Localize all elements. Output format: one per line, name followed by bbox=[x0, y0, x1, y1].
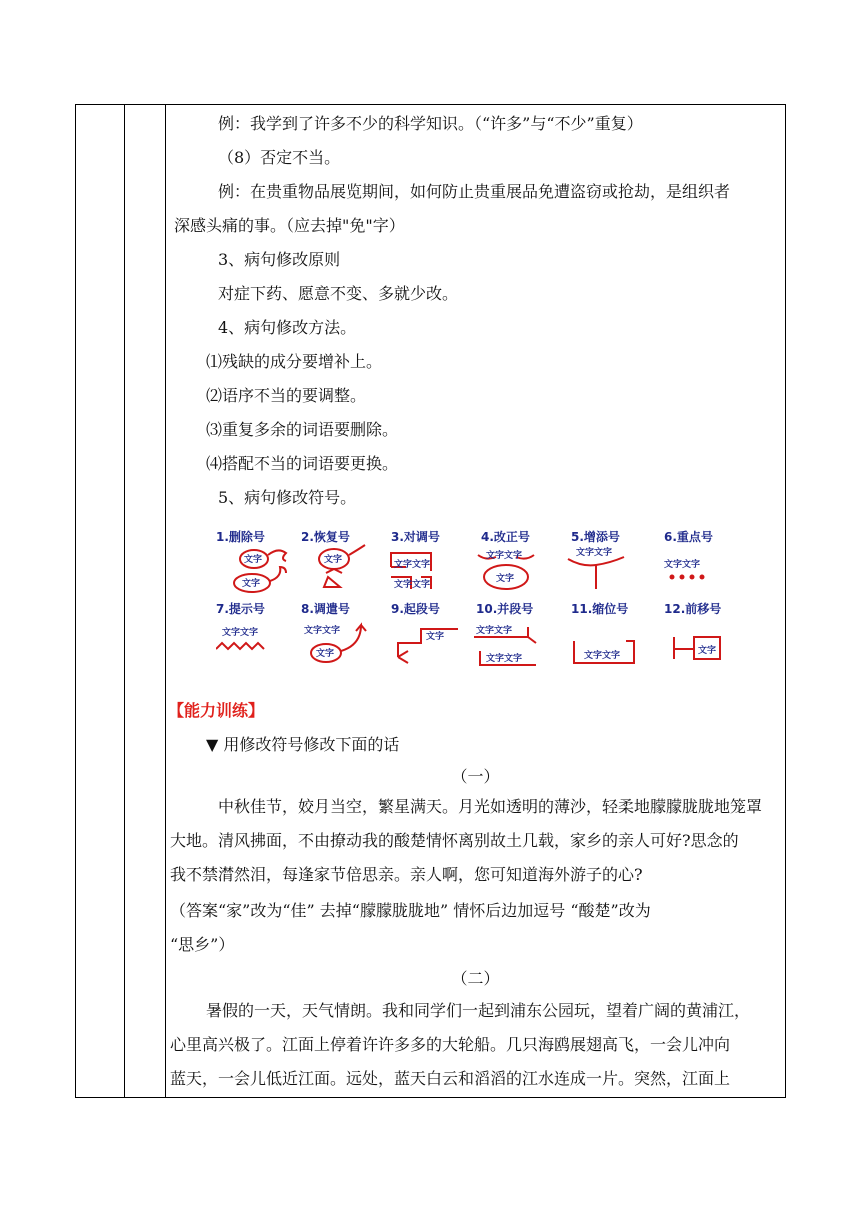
sample-text: 文字 bbox=[698, 646, 717, 656]
symbol-label: 2.恢复号 bbox=[301, 530, 350, 544]
symbol-label: 10.并段号 bbox=[476, 602, 534, 616]
correction-symbols-figure bbox=[216, 525, 746, 675]
symbol-label: 12.前移号 bbox=[664, 602, 722, 616]
restore-mark-icon bbox=[349, 545, 365, 555]
symbol-label: 1.删除号 bbox=[216, 530, 265, 544]
sample-text: 文字文字 bbox=[394, 560, 431, 570]
restore-mark-icon bbox=[324, 569, 342, 587]
sample-text: 文字文字 bbox=[476, 626, 513, 636]
body-line: 对症下药、愿意不变、多就少改。 bbox=[218, 284, 459, 303]
delete-mark-icon bbox=[270, 567, 286, 581]
symbol-label: 8.调遣号 bbox=[301, 602, 350, 616]
list-item: ⑷搭配不当的词语要更换。 bbox=[206, 454, 399, 473]
passage-line: 心里高兴极了。江面上停着许许多多的大轮船。几只海鸥展翅高飞，一会儿冲向 bbox=[170, 1035, 731, 1054]
column-divider bbox=[124, 105, 125, 1097]
symbol-label: 11.缩位号 bbox=[571, 602, 629, 616]
list-item: ⑵语序不当的要调整。 bbox=[206, 386, 367, 405]
hint-mark-icon bbox=[216, 643, 264, 649]
symbol-label: 6.重点号 bbox=[664, 530, 713, 544]
passage-title: （二） bbox=[451, 969, 500, 988]
list-item: ⑶重复多余的词语要删除。 bbox=[206, 420, 399, 439]
sample-text: 文字文字 bbox=[486, 551, 523, 561]
sample-text: 文字 bbox=[242, 579, 261, 589]
sample-text: 文字 bbox=[316, 649, 335, 659]
sample-text: 文字文字 bbox=[664, 560, 701, 570]
task-instruction: ▼ 用修改符号修改下面的话 bbox=[206, 735, 400, 754]
passage-line: 我不禁潸然泪，每逢家节倍思亲。亲人啊，您可知道海外游子的心? bbox=[170, 865, 643, 884]
symbol-label: 5.增添号 bbox=[571, 530, 620, 544]
passage-line: 大地。清风拂面，不由撩动我的酸楚情怀离别故土几载，家乡的亲人可好?思念的 bbox=[170, 831, 739, 850]
symbol-label: 7.提示号 bbox=[216, 602, 265, 616]
section-heading: 4、病句修改方法。 bbox=[218, 318, 357, 337]
sample-text: 文字文字 bbox=[394, 580, 431, 590]
section-heading: 【能力训练】 bbox=[168, 701, 265, 720]
example-line: 深感头痛的事。（应去掉"免"字） bbox=[174, 216, 405, 235]
move-mark-icon bbox=[341, 625, 366, 651]
list-item: ⑴残缺的成分要增补上。 bbox=[206, 352, 383, 371]
delete-mark-icon bbox=[268, 550, 286, 561]
emphasis-dot-icon bbox=[670, 575, 675, 580]
symbol-label: 3.对调号 bbox=[391, 530, 440, 544]
sample-text: 文字 bbox=[426, 632, 445, 642]
item-heading: （8）否定不当。 bbox=[218, 148, 341, 167]
passage-line: 暑假的一天，天气情朗。我和同学们一起到浦东公园玩，望着广阔的黄浦江， bbox=[206, 1001, 751, 1020]
insert-mark-icon bbox=[568, 557, 624, 589]
sample-text: 文字文字 bbox=[486, 654, 523, 664]
sample-text: 文字文字 bbox=[576, 548, 613, 558]
answer-line: “思乡”） bbox=[170, 935, 235, 954]
example-line: 例：我学到了许多不少的科学知识。（“许多”与“不少”重复） bbox=[218, 114, 643, 133]
passage-title: （一） bbox=[451, 767, 500, 786]
example-line: 例：在贵重物品展览期间，如何防止贵重展品免遭盗窃或抢劫，是组织者 bbox=[218, 182, 731, 201]
emphasis-dot-icon bbox=[680, 575, 685, 580]
section-heading: 5、病句修改符号。 bbox=[218, 488, 357, 507]
sample-text: 文字 bbox=[324, 555, 343, 565]
answer-line: （答案“家”改为“佳” 去掉“朦朦胧胧地” 情怀后边加逗号 “酸楚”改为 bbox=[170, 901, 651, 920]
sample-text: 文字 bbox=[244, 555, 263, 565]
sample-text: 文字文字 bbox=[584, 651, 621, 661]
sample-text: 文字文字 bbox=[222, 628, 259, 638]
passage-line: 蓝天，一会儿低近江面。远处，蓝天白云和滔滔的江水连成一片。突然，江面上 bbox=[170, 1069, 731, 1088]
passage-line: 中秋佳节，姣月当空，繁星满天。月光如透明的薄沙，轻柔地朦朦胧胧地笼罩 bbox=[218, 797, 763, 816]
symbol-label: 9.起段号 bbox=[391, 602, 440, 616]
emphasis-dot-icon bbox=[700, 575, 705, 580]
content-cell bbox=[166, 105, 785, 1097]
section-heading: 3、病句修改原则 bbox=[218, 250, 341, 269]
emphasis-dot-icon bbox=[690, 575, 695, 580]
sample-text: 文字 bbox=[496, 574, 515, 584]
sample-text: 文字文字 bbox=[304, 626, 341, 636]
table-frame bbox=[75, 104, 786, 1098]
symbol-label: 4.改正号 bbox=[481, 530, 530, 544]
